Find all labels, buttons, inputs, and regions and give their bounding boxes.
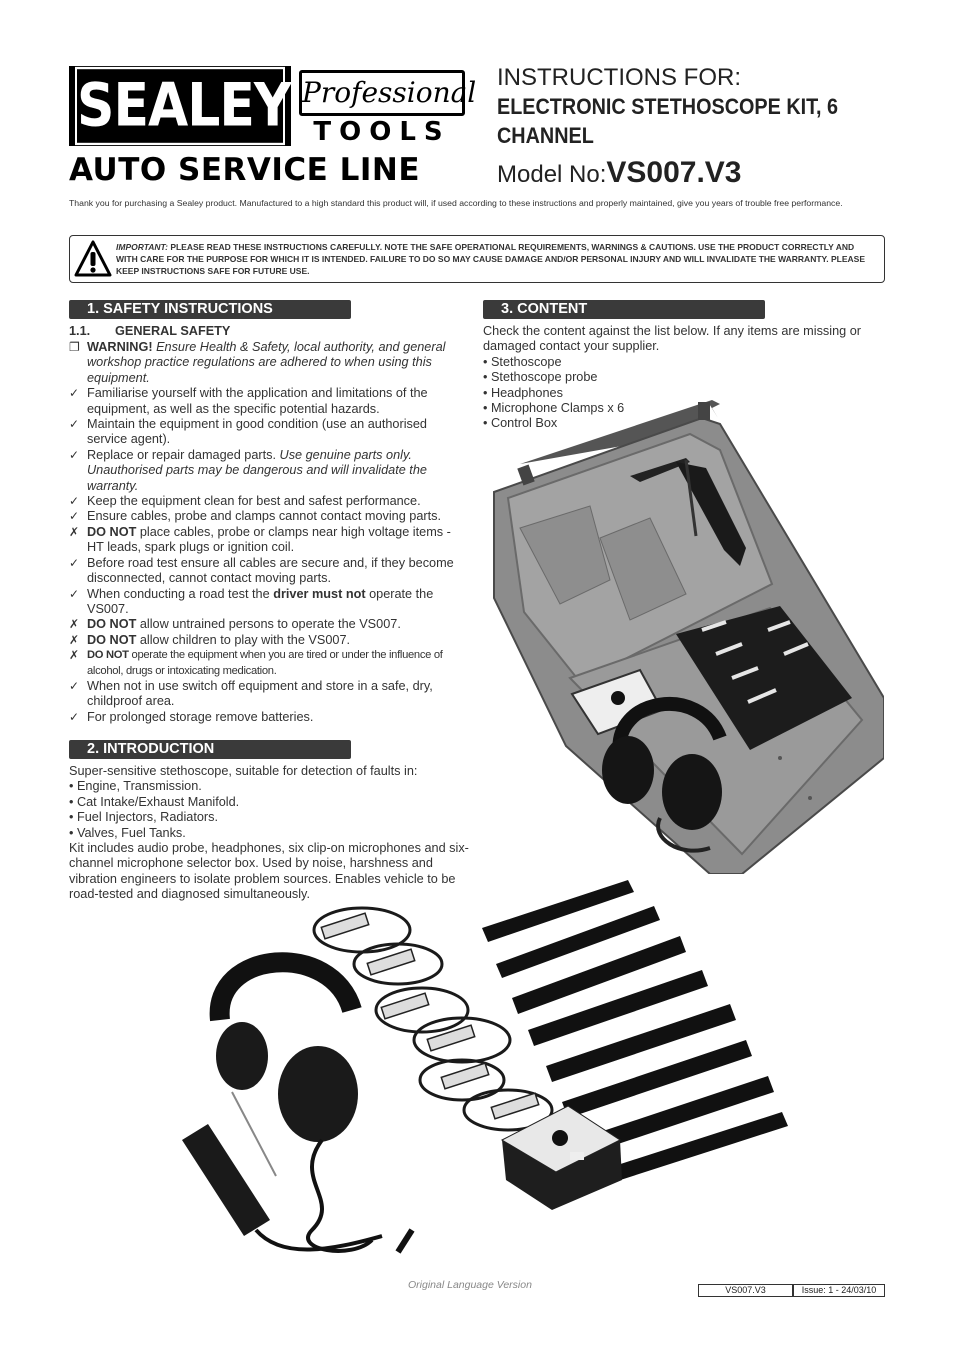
title-instructions-for: INSTRUCTIONS FOR: bbox=[497, 64, 741, 91]
cross-icon: ✗ bbox=[69, 617, 80, 632]
safety-item-bold: WARNING! bbox=[87, 340, 153, 354]
safety-item bbox=[69, 679, 461, 710]
safety-item bbox=[69, 386, 461, 417]
logo-tools-text: TOOLS bbox=[299, 118, 465, 146]
warning-triangle-icon bbox=[74, 240, 112, 278]
safety-item-text: place cables, probe or clamps near high voltage items - HT leads, spark plugs or ignition coil. bbox=[87, 524, 451, 555]
box-icon: ❐ bbox=[69, 340, 80, 354]
safety-item bbox=[69, 494, 461, 509]
sealey-logo bbox=[69, 66, 477, 188]
safety-item bbox=[69, 448, 461, 494]
safety-item bbox=[69, 509, 461, 524]
safety-item bbox=[69, 525, 461, 556]
safety-item-bold: DO NOT bbox=[87, 617, 137, 632]
model-number bbox=[497, 156, 917, 190]
safety-item-bold: DO NOT bbox=[87, 632, 137, 647]
safety-item bbox=[69, 648, 461, 679]
title-product-name: ELECTRONIC STETHOSCOPE KIT, 6 bbox=[497, 94, 839, 119]
safety-item-italic: Ensure Health & Safety, local authority, and general workshop practice regulations are adhered to when using this equipment. bbox=[87, 340, 446, 385]
document-title bbox=[497, 64, 917, 190]
content-item: • Control Box bbox=[483, 416, 558, 431]
safety-item-italic: Use genuine parts only. Unauthorised parts may be dangerous and will invalidate the warranty. bbox=[87, 447, 427, 493]
check-icon: ✓ bbox=[69, 709, 80, 724]
safety-item bbox=[69, 556, 461, 587]
logo-sealey-block bbox=[69, 66, 291, 146]
check-icon: ✓ bbox=[69, 494, 80, 509]
thank-you-text: Thank you for purchasing a Sealey product. Manufactured to a high standard this product will, if used according to these instructions and properly maintained, give you years of trouble free performance. bbox=[69, 198, 843, 208]
content-item: • Microphone Clamps x 6 bbox=[483, 401, 625, 416]
important-text bbox=[116, 241, 876, 277]
content-item: • Headphones bbox=[483, 385, 563, 400]
safety-item-text: When not in use switch off equipment and store in a safe, dry, childproof area. bbox=[87, 678, 433, 709]
safety-item-text: Keep the equipment clean for best and safest performance. bbox=[87, 494, 421, 509]
section-safety-instructions-header: 1. SAFETY INSTRUCTIONS bbox=[69, 300, 351, 319]
safety-item-text: For prolonged storage remove batteries. bbox=[87, 709, 314, 724]
safety-item-text: Maintain the equipment in good condition (use an authorised service agent). bbox=[87, 417, 427, 447]
safety-item bbox=[69, 340, 461, 386]
check-icon: ✓ bbox=[69, 555, 80, 570]
kit-contents-image bbox=[172, 880, 788, 1280]
intro-line: • Fuel Injectors, Radiators. bbox=[69, 810, 218, 825]
model-value: VS007.V3 bbox=[606, 156, 742, 189]
intro-line: Super-sensitive stethoscope, suitable for detection of faults in: bbox=[69, 764, 418, 778]
carry-case-image bbox=[480, 398, 884, 874]
section-introduction-header: 2. INTRODUCTION bbox=[69, 740, 351, 759]
check-icon: ✓ bbox=[69, 586, 80, 601]
logo-professional-text: Professional bbox=[299, 70, 465, 116]
section-content-header: 3. CONTENT bbox=[483, 300, 765, 319]
safety-item-text: Before road test ensure all cables are secure and, if they become disconnected, cannot contact moving parts. bbox=[87, 555, 454, 586]
check-icon: ✓ bbox=[69, 509, 80, 524]
cross-icon: ✗ bbox=[69, 632, 80, 647]
subsection-title: GENERAL SAFETY bbox=[115, 324, 231, 338]
safety-item bbox=[69, 710, 461, 725]
safety-item-text: Familiarise yourself with the application and limitations of the equipment, as well as the specific potential hazards. bbox=[87, 386, 428, 416]
safety-list-container bbox=[69, 340, 461, 725]
content-item: • Stethoscope bbox=[483, 354, 562, 369]
safety-item-bold: driver must not bbox=[273, 586, 366, 601]
content-item: • Stethoscope probe bbox=[483, 370, 598, 385]
check-icon: ✓ bbox=[69, 678, 80, 693]
cross-icon: ✗ bbox=[69, 524, 80, 539]
safety-item-text: allow children to play with the VS007. bbox=[136, 632, 351, 647]
safety-item-text: Ensure cables, probe and clamps cannot contact moving parts. bbox=[87, 509, 442, 524]
title-product-name-cont: CHANNEL bbox=[497, 123, 594, 148]
safety-item-text: operate the equipment when you are tired or under the influence of alcohol, drugs or intoxicating medication. bbox=[87, 649, 443, 677]
content-intro: Check the content against the list below. If any items are missing or damaged contact your supplier. bbox=[483, 324, 861, 354]
important-body: PLEASE READ THESE INSTRUCTIONS CAREFULLY. NOTE THE SAFE OPERATIONAL REQUIREMENTS, WARNINGS & CAUTIONS. USE THE PRODUCT CORRECTLY AND WITH CARE FOR THE PURPOSE FOR WHICH IT IS INTENDED. FAILURE TO DO SO MAY CAUSE DAMAGE AND/OR PERSONAL INJURY AND WILL INVALIDATE THE WARRANTY. PLEASE KEEP INSTRUCTIONS SAFE FOR FUTURE USE. bbox=[116, 242, 865, 276]
safety-item-text: allow untrained persons to operate the VS007. bbox=[136, 617, 401, 632]
subsection-number: 1.1. bbox=[69, 324, 91, 338]
safety-item bbox=[69, 617, 461, 632]
intro-paragraph: Kit includes audio probe, headphones, six clip-on microphones and six-channel microphone selector box. Used by noise, harshness and vibration engineers to isolate problem sources. Enables vehicle to be road-tested and diagnosed simultaneously. bbox=[69, 841, 469, 902]
safety-list bbox=[69, 340, 461, 725]
safety-item-bold: DO NOT bbox=[87, 649, 129, 662]
check-icon: ✓ bbox=[69, 447, 80, 462]
check-icon: ✓ bbox=[69, 417, 80, 432]
safety-item bbox=[69, 633, 461, 648]
safety-item-text: Replace or repair damaged parts. bbox=[87, 447, 280, 462]
safety-item bbox=[69, 417, 461, 448]
cross-icon: ✗ bbox=[69, 648, 79, 663]
logo-brand-text: SEALEY bbox=[75, 67, 285, 145]
safety-item-text: operate the VS007. bbox=[87, 586, 434, 616]
important-label: IMPORTANT: bbox=[116, 242, 168, 252]
safety-item-bold: DO NOT bbox=[87, 524, 137, 539]
intro-line: • Cat Intake/Exhaust Manifold. bbox=[69, 794, 240, 809]
footer-model-box: VS007.V3 bbox=[698, 1284, 793, 1297]
safety-item-text: When conducting a road test the bbox=[87, 586, 274, 601]
logo-auto-service-line: AUTO SERVICE LINE bbox=[69, 152, 421, 188]
footer-issue-box: Issue: 1 - 24/03/10 bbox=[793, 1284, 885, 1297]
safety-item bbox=[69, 587, 461, 618]
important-notice bbox=[69, 235, 885, 283]
intro-line: • Engine, Transmission. bbox=[69, 779, 202, 794]
model-label: Model No: bbox=[497, 161, 607, 188]
intro-line: • Valves, Fuel Tanks. bbox=[69, 825, 186, 840]
check-icon: ✓ bbox=[69, 386, 80, 401]
original-language-note: Original Language Version bbox=[408, 1279, 532, 1291]
subsection-general-safety bbox=[69, 324, 230, 338]
